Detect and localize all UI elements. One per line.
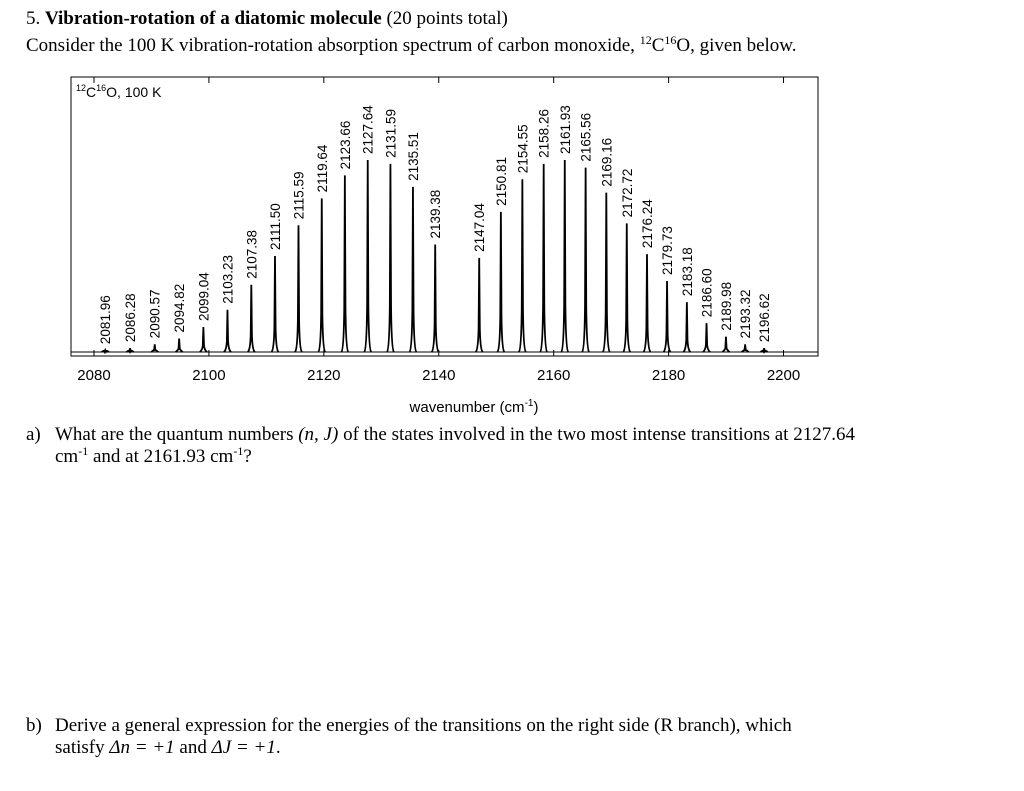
chart-title-el1: C — [86, 84, 97, 100]
intro-text: Consider the 100 K vibration-rotation absorption spectrum of carbon monoxide, — [26, 35, 635, 56]
question-number: 5. — [26, 8, 41, 29]
peak-label: 2081.96 — [98, 295, 114, 345]
question-title: Vibration-rotation of a diatomic molecule — [45, 8, 382, 29]
part-a-unit-sup1: -1 — [78, 444, 89, 458]
chart-title-iso2: 16 — [96, 83, 107, 93]
peak-label: 2189.98 — [718, 281, 734, 331]
spectrum-peak — [623, 223, 630, 352]
spectrum-peak — [295, 225, 302, 352]
spectrum-peak — [248, 285, 255, 352]
part-a-math: (n, J) — [298, 424, 339, 445]
spectrum-peak — [151, 344, 158, 352]
part-a-text — [55, 424, 1024, 468]
peak-label: 2086.28 — [123, 293, 139, 343]
spectrum-peak — [200, 327, 207, 352]
question-intro — [26, 35, 797, 57]
x-axis-label — [409, 398, 539, 416]
part-a-text3: and at 2161.93 cm — [88, 446, 234, 467]
peak-label: 2147.04 — [472, 203, 488, 252]
part-b-math2: ΔJ = +1 — [211, 737, 276, 758]
chart-title-rest: , 100 K — [117, 84, 162, 100]
spectrum-peak — [497, 212, 504, 352]
x-axis-label-base: wavenumber (cm — [409, 399, 525, 416]
spectrum-peak — [127, 348, 134, 352]
spectrum-peak — [742, 344, 749, 352]
spectrum-peak — [432, 244, 439, 352]
tick-labels — [77, 367, 800, 384]
x-tick-label: 2160 — [536, 367, 571, 384]
x-tick-label: 2100 — [192, 367, 226, 384]
spectrum-peak — [703, 323, 710, 352]
spectrum-peak — [582, 168, 589, 352]
oxygen-isotope: 16 — [664, 33, 677, 47]
question-header — [26, 8, 508, 30]
carbon-symbol: C — [651, 35, 665, 56]
spectrum-peak — [409, 187, 416, 352]
peak-label: 2183.18 — [679, 247, 695, 297]
peak-label: 2139.38 — [428, 189, 444, 239]
spectrum-peak — [683, 302, 690, 352]
part-b-text — [55, 715, 1024, 759]
spectrum-peak — [603, 193, 610, 352]
intro-end: , given below. — [690, 35, 797, 56]
spectrum-peak — [561, 160, 568, 352]
peak-label: 2123.66 — [337, 120, 353, 170]
peak-label: 2186.60 — [699, 268, 715, 318]
x-tick-label: 2080 — [77, 367, 111, 384]
spectrum-peak — [519, 179, 526, 352]
spectrum-peak — [643, 254, 650, 352]
x-tick-label: 2140 — [422, 367, 456, 384]
peak-label: 2169.16 — [599, 137, 615, 187]
spectrum-peak — [224, 310, 231, 352]
peak-label: 2111.50 — [267, 203, 283, 250]
peak-label: 2172.72 — [619, 168, 635, 218]
peak-label: 2135.51 — [405, 132, 421, 181]
part-a-unit-sup2: -1 — [233, 444, 244, 458]
question-points: (20 points total) — [386, 8, 508, 29]
peak-label: 2103.23 — [220, 254, 236, 304]
part-b-label: b) — [26, 715, 42, 736]
spectrum-figure — [0, 70, 1024, 420]
peak-label: 2115.59 — [291, 171, 307, 220]
x-tick-label: 2180 — [651, 367, 686, 384]
peak-label: 2150.81 — [493, 157, 509, 206]
peak-label: 2090.57 — [147, 289, 163, 339]
part-a-unit1: cm — [55, 446, 79, 467]
part-b-and: and — [174, 737, 212, 758]
spectrum-peak — [176, 339, 183, 352]
x-tick-label: 2200 — [766, 367, 801, 384]
peak-label: 2176.24 — [639, 199, 655, 249]
x-axis-label-close: ) — [533, 399, 539, 416]
peak-label: 2099.04 — [196, 272, 212, 322]
part-a-text4: ? — [243, 446, 252, 467]
part-b-text1: Derive a general expression for the energies of the transitions on the right side (R branch), which — [55, 715, 792, 736]
peak-label: 2131.59 — [383, 109, 399, 158]
peak-label: 2165.56 — [578, 112, 594, 162]
part-b-end: . — [275, 737, 281, 758]
spectrum-peak — [476, 258, 483, 352]
peak-label: 2193.32 — [738, 289, 754, 339]
peak-label: 2107.38 — [244, 229, 260, 279]
peak-label: 2119.64 — [314, 144, 330, 193]
peak-label: 2158.26 — [536, 109, 552, 158]
spectrum-peak — [664, 281, 671, 352]
peak-label: 2161.93 — [557, 105, 573, 154]
chart-title-el2: O — [106, 84, 118, 100]
chart-title — [76, 83, 162, 100]
spectrum-peak — [364, 160, 371, 352]
oxygen-symbol: O — [676, 35, 691, 56]
carbon-isotope: 12 — [639, 33, 652, 47]
peak-label: 2154.55 — [515, 124, 531, 174]
x-axis-label-sup: -1 — [524, 398, 534, 409]
part-b-text2: satisfy — [55, 737, 110, 758]
part-a-text2: of the states involved in the two most intense transitions at 2127.64 — [338, 424, 855, 445]
peak-label: 2179.73 — [660, 226, 676, 275]
x-tick-label: 2120 — [307, 367, 341, 384]
peak-label: 2127.64 — [360, 105, 376, 154]
chart-title-iso1: 12 — [76, 83, 87, 93]
peak-label: 2094.82 — [172, 283, 188, 333]
spectrum-peak — [540, 164, 547, 352]
peak-label: 2196.62 — [757, 293, 773, 343]
part-b-math1: Δn = +1 — [109, 737, 175, 758]
part-a-label: a) — [26, 424, 41, 445]
spectrum-chart — [0, 70, 1024, 420]
spectrum-peak — [761, 348, 768, 352]
spectrum-peak — [271, 256, 278, 352]
spectrum-peak — [318, 198, 325, 352]
spectrum-peak — [341, 175, 348, 352]
spectrum-peak — [102, 350, 109, 352]
spectrum-peak — [722, 337, 729, 352]
spectrum-peak — [387, 164, 394, 352]
part-a-text1: What are the quantum numbers — [55, 424, 299, 445]
